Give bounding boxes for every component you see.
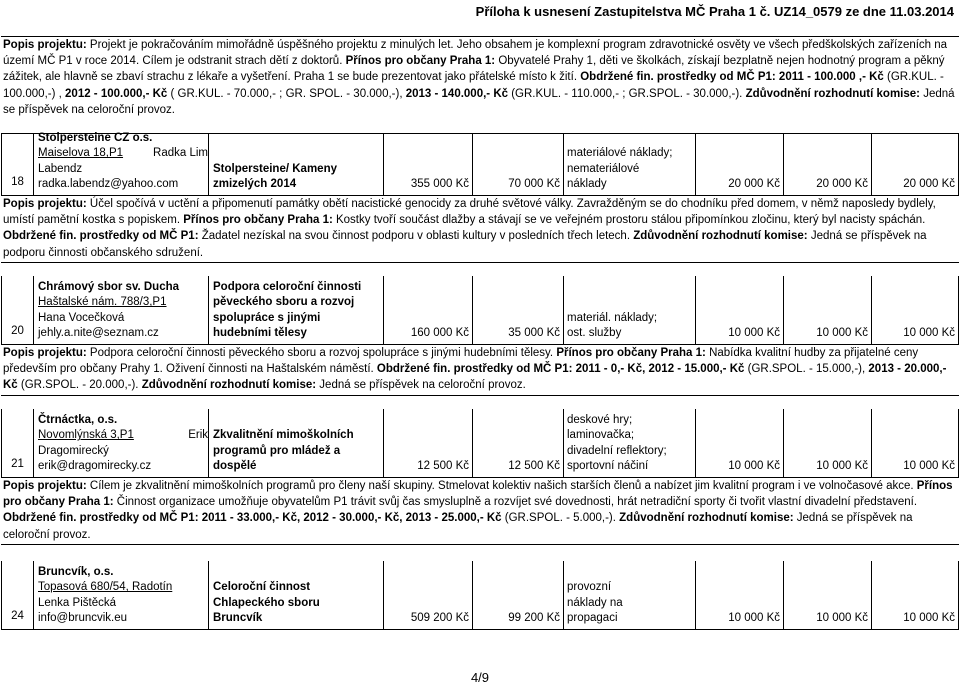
contact-person: Lenka Pištěcká	[38, 596, 116, 609]
purpose-line: náklady	[567, 178, 607, 191]
funds-2013: 2013 - 140.000,- Kč	[402, 87, 509, 100]
funds-text: (GR.KUL. - 100.000,-) ,	[3, 71, 944, 100]
org-address: Haštalské nám. 788/3,P1	[38, 296, 167, 309]
description-label: Popis projektu:	[3, 198, 87, 210]
org-name: Bruncvík, o.s.	[38, 565, 114, 578]
project-cell	[208, 409, 383, 477]
org-email[interactable]: info@bruncvik.eu	[38, 612, 128, 625]
committee-text: Jedná se příspěvek na podporu činnosti občanského sdružení.	[3, 230, 927, 259]
purpose-cell	[563, 561, 695, 629]
amount-2: 10 000 Kč	[783, 561, 871, 629]
committee-label: Zdůvodnění rozhodnutí komise:	[141, 379, 317, 392]
org-email[interactable]: jehly.a.nite@seznam.cz	[38, 327, 159, 340]
description-label: Popis projektu:	[3, 39, 87, 51]
purpose-line: provozní	[567, 581, 612, 594]
document-header: Příloha k usnesení Zastupitelstva MČ Praha 1 č. UZ14_0579 ze dne 11.03.2014	[475, 4, 954, 19]
benefit-text: Obyvatelé Prahy 1, děti ve školkách, získají bezplatně nejen hodnotný program a pěkný zážitek, ale hlavně se zbaví strachu z lékaře a vyšetření. Praha 1 se bude prezentovat jako přátelské místo k žití.	[3, 55, 945, 84]
benefit-label: Přínos pro občany Praha 1:	[556, 347, 706, 359]
funds-2012: 2012 - 100.000,- Kč	[61, 87, 168, 100]
purpose-line: divadelní reflektory;	[567, 444, 667, 457]
project-name-cont: hudebními tělesy	[213, 327, 307, 340]
org-address: Maiselova 18,P1	[38, 147, 124, 160]
funds-text: (GR.SPOL. - 15.000,-),	[744, 363, 869, 376]
committee-text: Jedná se příspěvek na celoroční provoz.	[3, 87, 955, 116]
amount-1: 10 000 Kč	[695, 409, 783, 477]
table-row	[1, 561, 959, 630]
benefit-label: Přínos pro občany Praha 1:	[345, 55, 496, 68]
amount-3: 10 000 Kč	[871, 409, 959, 477]
purpose-line: nemateriálové	[567, 162, 640, 175]
org-name: Stolpersteine CZ o.s.	[38, 131, 153, 144]
purpose-line: deskové hry;	[567, 413, 633, 426]
project-name: Zkvalitnění mimoškolních	[213, 429, 354, 442]
org-email[interactable]: radka.labendz@yahoo.com	[38, 178, 179, 191]
amount-1: 20 000 Kč	[695, 134, 783, 195]
table-row	[1, 409, 959, 477]
amount-1: 10 000 Kč	[695, 561, 783, 629]
project-name-cont: programů pro mládež a	[213, 444, 341, 457]
project-name-cont: zmizelých 2014	[213, 178, 297, 191]
project-cell	[208, 134, 383, 195]
project-name-cont: spolupráce s jinými	[213, 311, 321, 324]
total-cost: 160 000 Kč	[383, 276, 472, 344]
applicant-cell	[33, 131, 208, 195]
org-name: Chrámový sbor sv. Ducha	[38, 280, 180, 293]
project-name-cont: pěveckého sboru a rozvoj	[213, 296, 355, 309]
amount-2: 10 000 Kč	[783, 409, 871, 477]
total-cost: 509 200 Kč	[383, 561, 472, 629]
committee-label: Zdůvodnění rozhodnutí komise:	[633, 230, 808, 243]
amount-3: 10 000 Kč	[871, 561, 959, 629]
project-description-block	[1, 344, 959, 396]
applicant-cell	[33, 276, 208, 344]
funds-label: Obdržené fin. prostředky od MČ P1:	[3, 230, 199, 243]
committee-label: Zdůvodnění rozhodnutí komise:	[619, 512, 794, 525]
applicant-cell	[33, 409, 208, 477]
benefit-text: Nabídka kvalitní hudby za přijatelné ceny především pro občany Prahy 1. Oživení činnosti na Haštalském náměstí.	[3, 347, 919, 376]
amount-2: 10 000 Kč	[783, 276, 871, 344]
amount-1: 10 000 Kč	[695, 276, 783, 344]
amount-3: 20 000 Kč	[871, 134, 959, 195]
purpose-line: ost. služby	[567, 327, 622, 340]
description-label: Popis projektu:	[3, 347, 87, 359]
benefit-text: Kostky tvoří součást dlažby a stávají se ve veřejném prostoru stálou připomínkou zločinu, který byl nacisty spáchán.	[332, 214, 926, 227]
purpose-cell	[563, 276, 695, 344]
project-name-cont: Bruncvík	[213, 612, 263, 625]
funds-label: Obdržené fin. prostředky od MČ P1: 2011 - 100.000 ,- Kč	[580, 71, 884, 84]
description-label: Popis projektu:	[3, 480, 87, 492]
amount-3: 10 000 Kč	[871, 276, 959, 344]
purpose-line: materiál. náklady;	[567, 311, 658, 324]
purpose-line: náklady na	[567, 596, 623, 609]
requested-amount: 70 000 Kč	[472, 134, 563, 195]
committee-text: Jedná se příspěvek na celoroční provoz.	[316, 379, 526, 392]
project-cell	[208, 276, 383, 344]
total-cost: 12 500 Kč	[383, 409, 472, 477]
purpose-line: materiálové náklady;	[567, 147, 673, 160]
requested-amount: 35 000 Kč	[472, 276, 563, 344]
org-name: Čtrnáctka, o.s.	[38, 413, 118, 426]
description-text: Účel spočívá v uctění a připomenutí památky obětí nacistické genocidy za druhé světové války. Zavražděným se do chodníku před domem, v němž naposledy bydlely, umístí pamětní kostka s popiskem.	[3, 198, 936, 227]
purpose-line: sportovní náčiní	[567, 460, 649, 473]
description-text: Podpora celoroční činnosti pěveckého sboru a rozvoj spolupráce s jinými hudebními tělesy.	[86, 347, 557, 359]
description-text: Projekt je pokračováním mimořádně úspěšného projektu z minulých let. Jeho obsahem je komplexní program zdravotnické osvěty ve všech předškolských zařízeních na území MČ P1 v roce 2014. Cílem je odstranit strach dětí z doktorů.	[3, 39, 948, 68]
applicant-cell	[33, 561, 208, 629]
purpose-line: laminovačka;	[567, 429, 635, 442]
table-row	[1, 276, 959, 344]
requested-amount: 12 500 Kč	[472, 409, 563, 477]
purpose-cell	[563, 134, 695, 195]
funds-2013: 2013 - 20.000,- Kč	[3, 363, 947, 392]
contact-person: Erik	[188, 429, 208, 442]
project-description-block	[1, 36, 959, 134]
row-number: 18	[1, 134, 33, 195]
benefit-label: Přínos pro občany Praha 1:	[3, 480, 953, 509]
funds-2013-detail: (GR.KUL. - 110.000,- ; GR.SPOL. - 30.000,-).	[508, 87, 746, 100]
contact-person: Hana Vocečková	[38, 311, 125, 324]
benefit-text: Činnost organizace umožňuje obyvatelům P1 trávit svůj čas smysluplně a rozvíjet své dovednosti, hrát netradiční sporty či tvořit vlastní divadelní představení.	[113, 496, 918, 509]
project-name-cont: dospělé	[213, 460, 257, 473]
project-description-block	[1, 477, 959, 545]
amount-2: 20 000 Kč	[783, 134, 871, 195]
org-address: Topasová 680/54, Radotín	[38, 581, 173, 594]
row-number: 20	[1, 276, 33, 344]
committee-text: Jedná se příspěvek na celoroční provoz.	[3, 512, 913, 541]
contact-person-surname: Labendz	[38, 162, 83, 175]
funds-label: Obdržené fin. prostředky od MČ P1: 2011 - 0,- Kč, 2012 - 15.000,- Kč	[376, 363, 745, 376]
project-description-block	[1, 195, 959, 263]
benefit-label: Přínos pro občany Praha 1:	[183, 214, 333, 227]
project-cell	[208, 561, 383, 629]
requested-amount: 99 200 Kč	[472, 561, 563, 629]
page-number: 4/9	[470, 670, 490, 685]
project-name-cont: Chlapeckého sboru	[213, 596, 320, 609]
contact-person-surname: Dragomirecký	[38, 444, 109, 457]
project-name: Stolpersteine/ Kameny	[213, 162, 337, 175]
funds-text: (GR.SPOL. - 5.000,-).	[501, 512, 620, 525]
funds-2013-detail: (GR.SPOL. - 20.000,-).	[17, 379, 142, 392]
org-address: Novomlýnská 3,P1	[38, 429, 134, 442]
purpose-cell	[563, 409, 695, 477]
funds-2012-detail: ( GR.KUL. - 70.000,- ; GR. SPOL. - 30.000,-),	[167, 87, 403, 100]
purpose-line: propagaci	[567, 612, 618, 625]
row-number: 21	[1, 409, 33, 477]
contact-person: Radka Lim	[153, 147, 208, 160]
description-text: Cílem je zkvalitnění mimoškolních programů pro členy naší skupiny. Stmelovat kolektiv našich starších členů a nabízet jim kvalitní program i ve volnočasové akce.	[86, 480, 917, 492]
funds-label: Obdržené fin. prostředky od MČ P1: 2011 - 33.000,- Kč, 2012 - 30.000,- Kč, 2013 - 25.000,- Kč	[3, 512, 502, 525]
total-cost: 355 000 Kč	[383, 134, 472, 195]
row-number: 24	[1, 561, 33, 629]
table-row	[1, 131, 959, 195]
project-name: Celoroční činnost	[213, 581, 311, 594]
committee-label: Zdůvodnění rozhodnutí komise:	[745, 87, 920, 100]
project-name: Podpora celoroční činnosti	[213, 280, 362, 293]
funds-text: Žadatel nezískal na svou činnost podporu v oblasti kultury v posledních třech letech.	[198, 230, 634, 243]
org-email[interactable]: erik@dragomirecky.cz	[38, 460, 152, 473]
